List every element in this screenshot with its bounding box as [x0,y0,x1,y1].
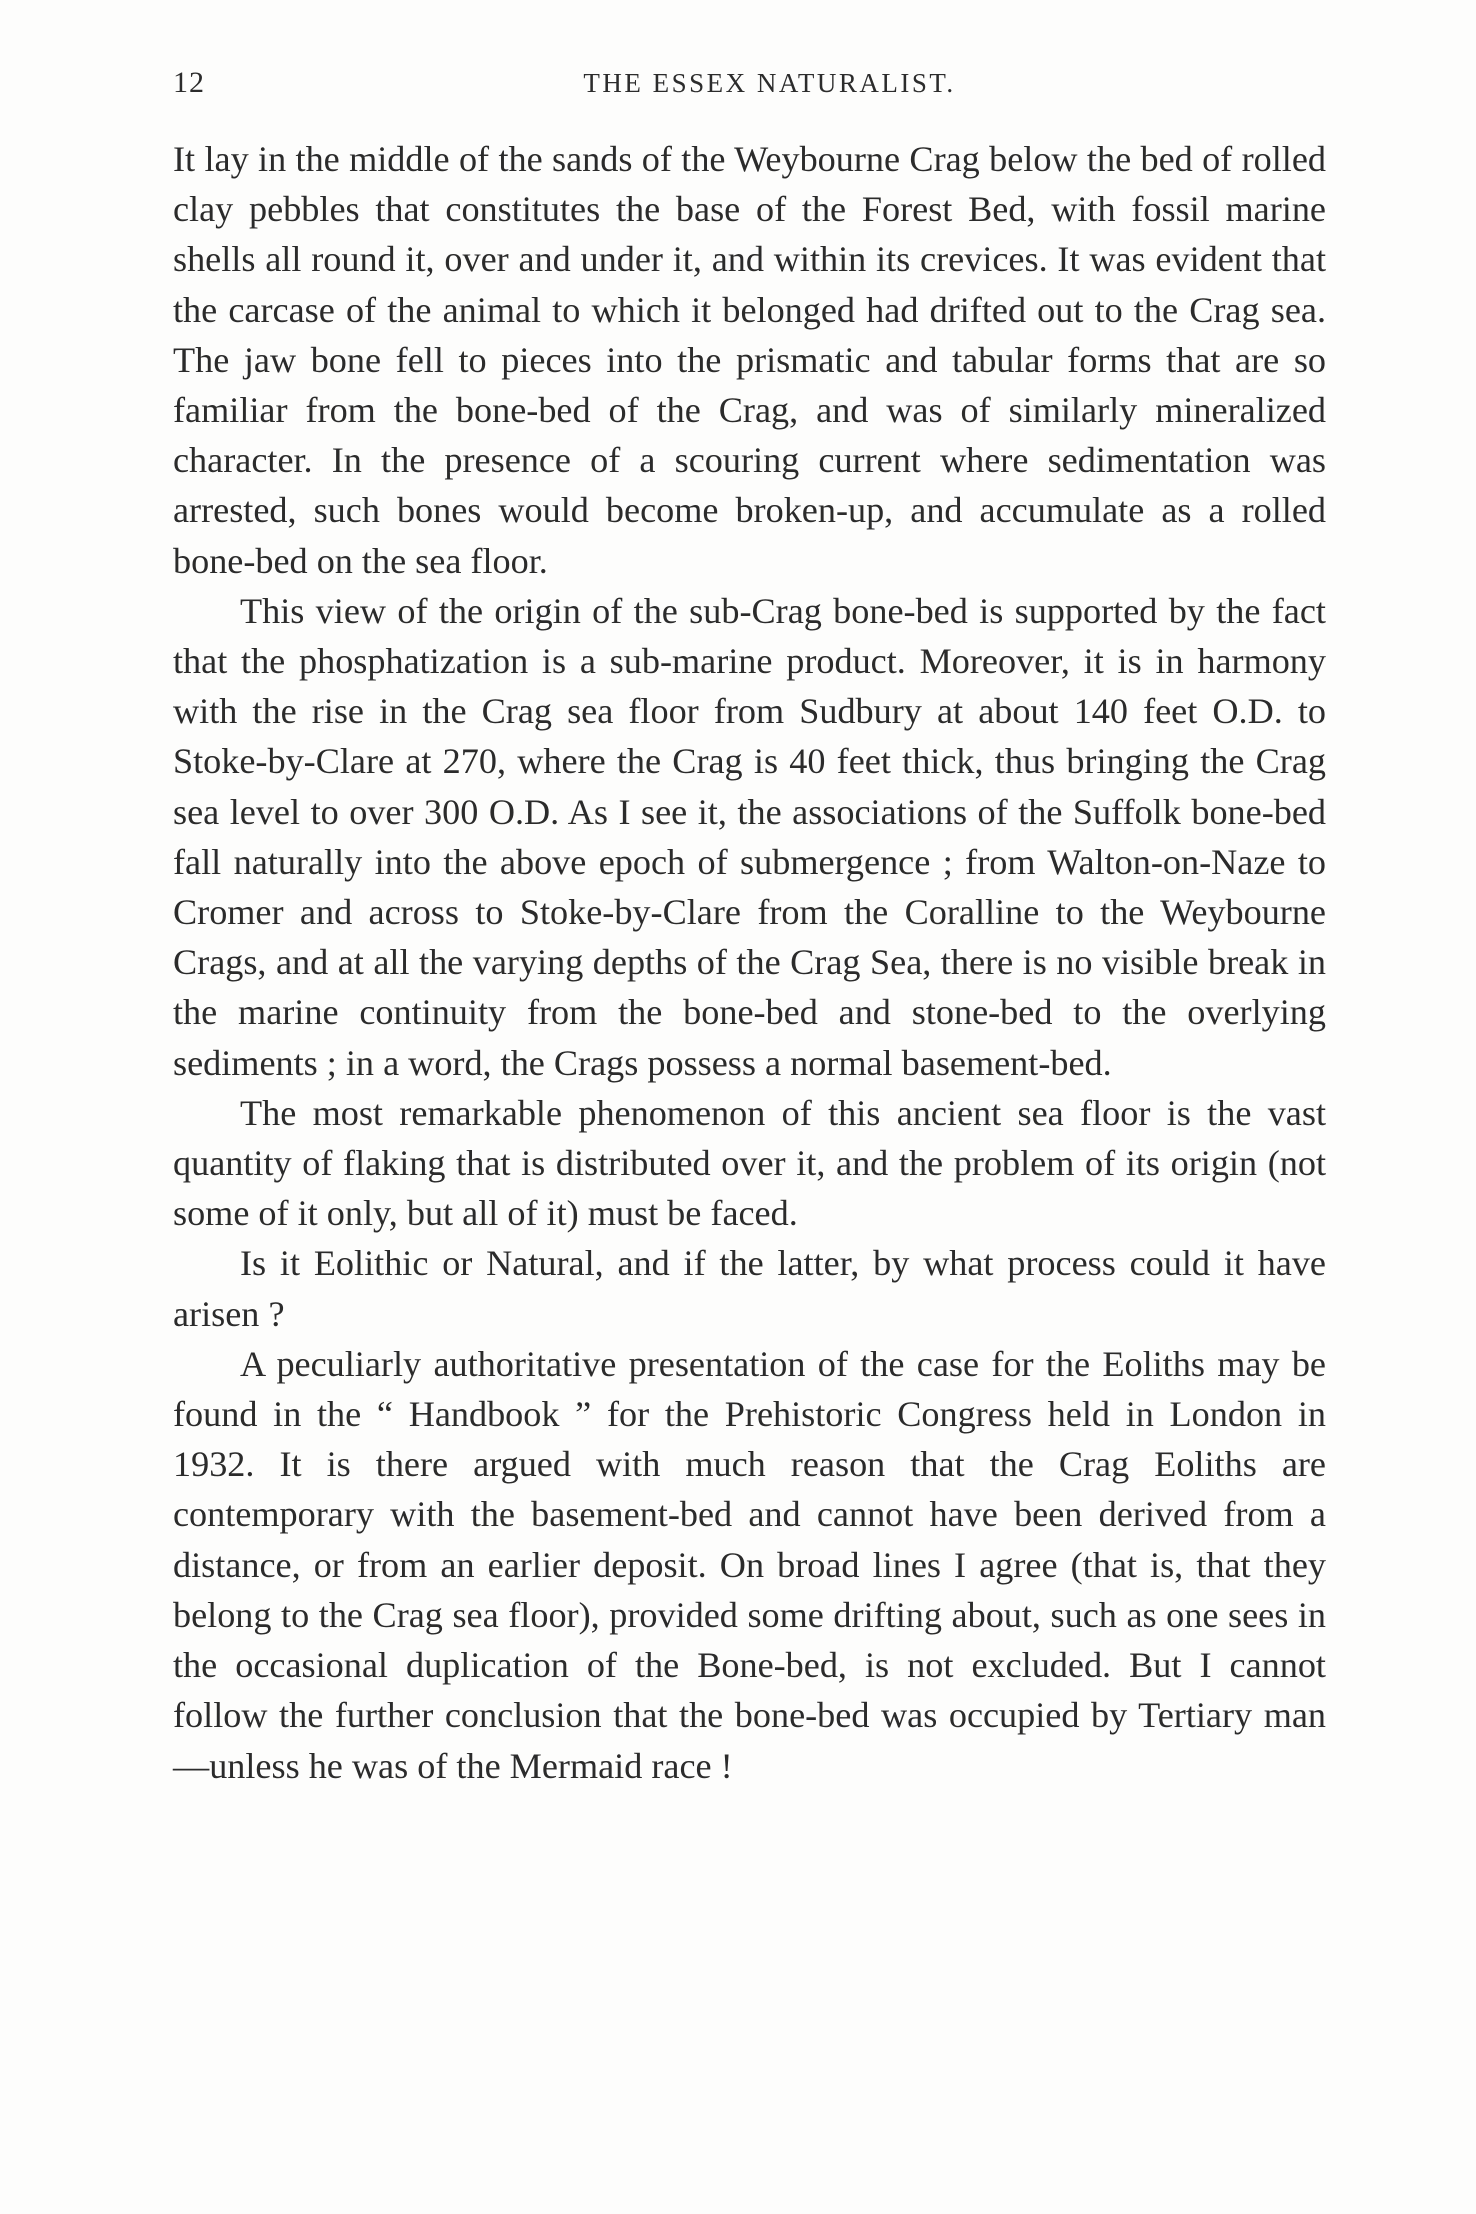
paragraph: Is it Eolithic or Natural, and if the latter, by what process could it have arisen ? [173,1243,1326,1334]
page-number: 12 [173,66,205,99]
paragraph: It lay in the middle of the sands of the Weybourne Crag below the bed of rolled clay pebbles that constitutes the base of the Forest Bed, with fossil marine shells all round it, over and under it, and within its crevices. It was evident that the carcase of the animal to which it belonged had drifted out to the Crag sea. The jaw bone fell to pieces into the prismatic and tabular forms that are so familiar from the bone-bed of the Crag, and was of similarly mineralized character. In the presence of a scouring current where sedimentation was arrested, such bones would become broken-up, and accumulate as a rolled bone-bed on the sea floor. [173,139,1326,581]
running-head [173,62,1326,112]
paragraph: The most remarkable phenomenon of this ancient sea floor is the vast quantity of flaking that is distributed over it, and the problem of its origin (not some of it only, but all of it) must be faced. [173,1092,1326,1234]
body-text [173,134,1326,1791]
paragraph: This view of the origin of the sub-Crag bone-bed is supported by the fact that the phosphatization is a sub-marine product. Moreover, it is in harmony with the rise in the Crag sea floor from Sudbury at about 140 feet O.D. to Stoke-by-Clare at 270, where the Crag is 40 feet thick, thus bringing the Crag sea level to over 300 O.D. As I see it, the associations of the Suffolk bone-bed fall naturally into the above epoch of submergence ; from Walton-on-Naze to Cromer and across to Stoke-by-Clare from the Coralline to the Weybourne Crags, and at all the varying depths of the Crag Sea, there is no visible break in the marine continuity from the bone-bed and stone-bed to the overlying sediments ; in a word, the Crags possess a normal basement-bed. [173,590,1326,1083]
journal-title: THE ESSEX NATURALIST. [583,68,956,98]
paragraph: A peculiarly authoritative presentation of the case for the Eoliths may be found in the “ Handbook ” for the Prehistoric Congress held in London in 1932. It is there argued with much reason that the Crag Eoliths are contemporary with the basement-bed and cannot have been derived from a distance, or from an earlier deposit. On broad lines I agree (that is, that they belong to the Crag sea floor), provided some drifting about, such as one sees in the occasional duplication of the Bone-bed, is not excluded. But I cannot follow the further conclusion that the bone-bed was occupied by Tertiary man—unless he was of the Mermaid race ! [173,1343,1326,1786]
